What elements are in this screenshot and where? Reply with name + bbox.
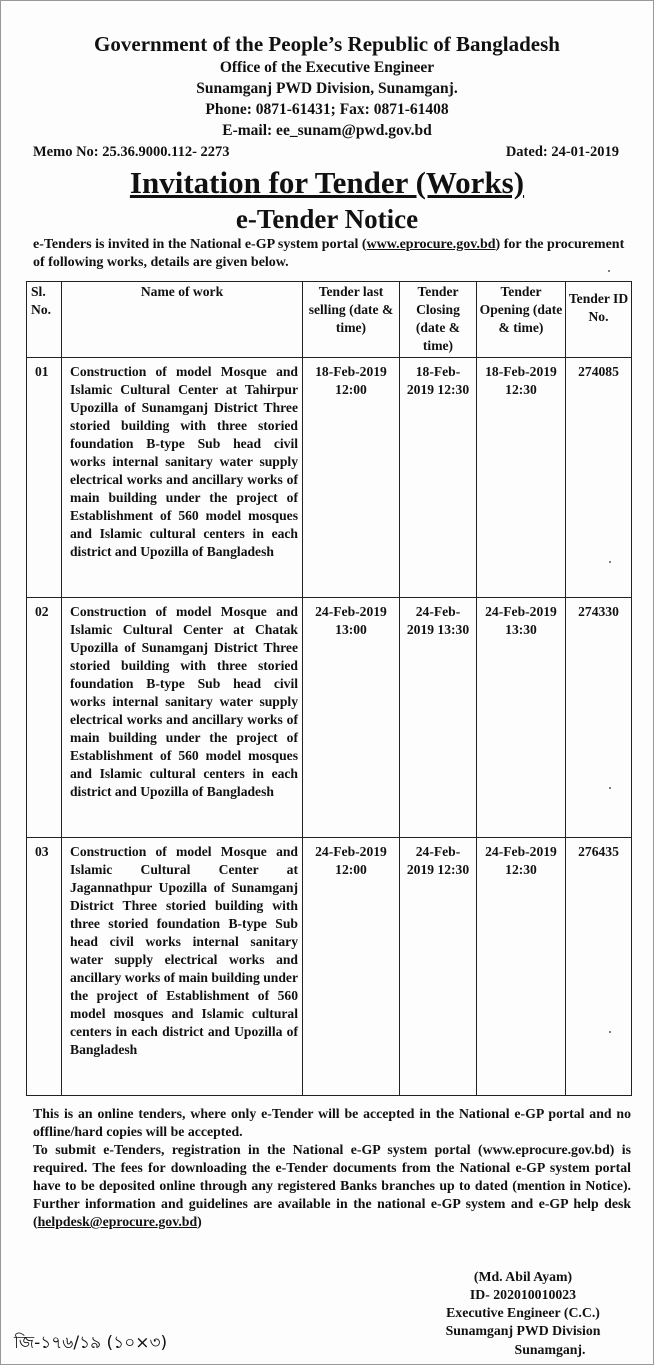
phone-fax: Phone: 0871-61431; Fax: 0871-61408 (205, 101, 449, 118)
cell-sl: 03 (27, 838, 62, 1096)
cell-closing: 18-Feb-2019 12:30 (400, 358, 477, 598)
page-subtitle: e-Tender Notice (235, 204, 419, 234)
intro-paragraph (33, 236, 631, 272)
footer-text-after: ) (197, 1214, 202, 1229)
footer-notes (33, 1105, 631, 1231)
cell-selling: 24-Feb-2019 12:00 (303, 838, 400, 1096)
footer-paragraph-1: This is an online tenders, where only e-Tender will be accepted in the National e-GP portal and no offline/hard copies will be accepted. (33, 1106, 631, 1139)
cell-closing: 24-Feb-2019 13:30 (400, 598, 477, 838)
signatory-name: (Md. Abil Ayam) (473, 1269, 573, 1284)
cell-closing: 24-Feb-2019 12:30 (400, 838, 477, 1096)
memo-number: Memo No: 25.36.9000.112- 2273 (33, 144, 230, 160)
header-name: Name of work (62, 282, 303, 358)
header-tender-id: Tender ID No. (566, 282, 632, 358)
ad-reference-number: জি-১৭৬/১৯ (১০×৩) (14, 1333, 168, 1353)
cell-sl: 02 (27, 598, 62, 838)
signatory-id: ID- 202010010023 (469, 1287, 577, 1302)
table-row (27, 838, 632, 1096)
header-closing: Tender Closing (date & time) (400, 282, 477, 358)
intro-text-before: e-Tenders is invited in the National e-GP system portal ( (33, 237, 367, 252)
cell-selling: 24-Feb-2019 13:00 (303, 598, 400, 838)
eprocure-link[interactable]: www.eprocure.gov.bd (366, 237, 496, 252)
scan-speck (608, 270, 610, 272)
table-header-row (27, 282, 632, 358)
signatory-designation: Executive Engineer (C.C.) (446, 1305, 600, 1320)
office-name: Office of the Executive Engineer (219, 59, 435, 76)
cell-tender-id: 274085 (566, 358, 632, 598)
table-row (27, 598, 632, 838)
cell-selling: 18-Feb-2019 12:00 (303, 358, 400, 598)
government-title: Government of the People’s Republic of Bangladesh (94, 32, 560, 56)
header-selling: Tender last selling (date & time) (303, 282, 400, 358)
cell-tender-id: 274330 (566, 598, 632, 838)
cell-opening: 24-Feb-2019 12:30 (477, 838, 566, 1096)
signatory-place: Sunamganj. (514, 1342, 586, 1357)
memo-date: Dated: 24-01-2019 (505, 144, 619, 160)
cell-work-name: Construction of model Mosque and Islamic Cultural Center at Chatak Upozilla of Sunamganj District Three storied building with three storied foundation B-type Sub head civil works internal sanitary water supply electrical works and ancillary works of main building under the project of Establishment of 560 model mosques and Islamic cultural centers in each district and Upozilla of Bangladesh (62, 598, 303, 838)
tender-table (26, 281, 632, 1096)
header-sl: Sl. No. (27, 282, 62, 358)
page-title: Invitation for Tender (Works) (129, 165, 525, 200)
cell-tender-id: 276435 (566, 838, 632, 1096)
cell-work-name: Construction of model Mosque and Islamic Cultural Center at Tahirpur Upozilla of Sunamganj District Three storied building with three storied foundation B-type Sub head civil works internal sanitary water supply electrical works and ancillary works of main building under the project of Establishment of 560 model mosques and Islamic cultural centers in each district and Upozilla of Bangladesh (62, 358, 303, 598)
division-name: Sunamganj PWD Division, Sunamganj. (196, 80, 458, 97)
signatory-division: Sunamganj PWD Division (445, 1323, 601, 1338)
footer-paragraph-2 (33, 1141, 631, 1231)
table-row (27, 358, 632, 598)
intro-text-after: ) for the procurement of following works, details are given below. (33, 237, 625, 270)
email-line: E-mail: ee_sunam@pwd.gov.bd (222, 122, 432, 139)
footer-text-before: To submit e-Tenders, registration in the National e-GP system portal (www.eprocure.gov.bd) is required. The fees for downloading the e-Tender documents from the National e-GP system portal have to be deposited online through any registered Banks branches up to dated (mention in Notice). Further information and guidelines are available in the national e-GP system and e-GP help desk ( (33, 1142, 631, 1229)
cell-sl: 01 (27, 358, 62, 598)
cell-opening: 24-Feb-2019 13:30 (477, 598, 566, 838)
header-opening: Tender Opening (date & time) (477, 282, 566, 358)
cell-work-name: Construction of model Mosque and Islamic Cultural Center at Jagannathpur Upozilla of Sunamganj District Three storied building with three storied foundation B-type Sub head civil works internal sanitary water supply electrical works and ancillary works of main building under the project of Establishment of 560 model mosques and Islamic cultural centers in each district and Upozilla of Bangladesh (62, 838, 303, 1096)
cell-opening: 18-Feb-2019 12:30 (477, 358, 566, 598)
helpdesk-email-link[interactable]: helpdesk@eprocure.gov.bd (37, 1214, 198, 1229)
